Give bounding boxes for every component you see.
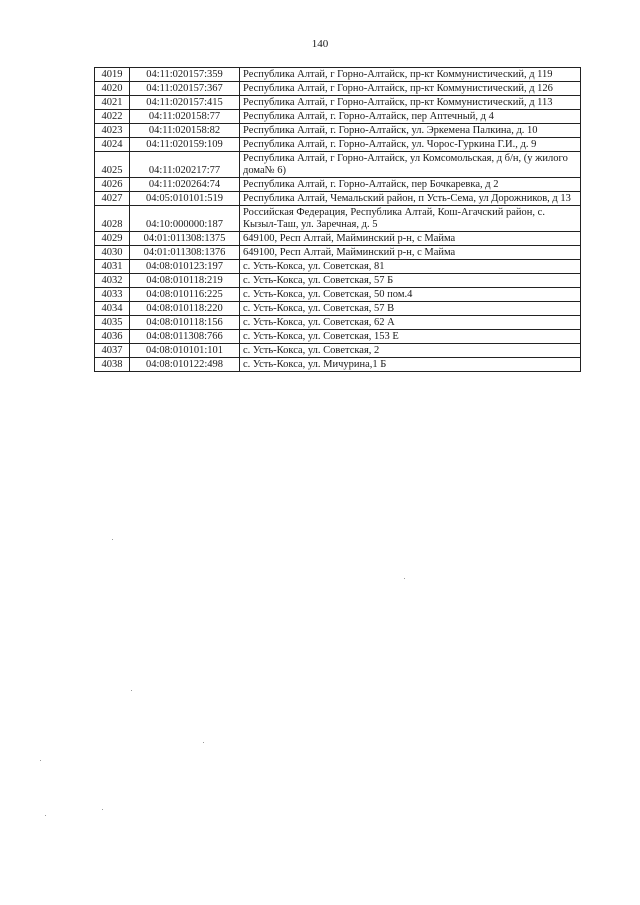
address-cell: Российская Федерация, Республика Алтай, Кош-Агачский район, с. Кызыл-Таш, ул. Заречная, д. 5 bbox=[240, 206, 581, 232]
scan-speck bbox=[404, 578, 405, 579]
scan-speck bbox=[102, 809, 103, 810]
cadastral-number-cell: 04:08:011308:766 bbox=[130, 330, 240, 344]
address-cell: Республика Алтай, г Горно-Алтайск, пр-кт Коммунистический, д 113 bbox=[240, 96, 581, 110]
table-row bbox=[95, 260, 581, 274]
row-number-cell: 4032 bbox=[95, 274, 130, 288]
table-row bbox=[95, 82, 581, 96]
table-row bbox=[95, 124, 581, 138]
row-number-cell: 4026 bbox=[95, 178, 130, 192]
row-number-cell: 4034 bbox=[95, 302, 130, 316]
table-row bbox=[95, 192, 581, 206]
row-number-cell: 4023 bbox=[95, 124, 130, 138]
table-row bbox=[95, 178, 581, 192]
table-row bbox=[95, 232, 581, 246]
table-row bbox=[95, 358, 581, 372]
row-number-cell: 4020 bbox=[95, 82, 130, 96]
table-row bbox=[95, 152, 581, 178]
address-cell: с. Усть-Кокса, ул. Советская, 62 А bbox=[240, 316, 581, 330]
address-cell: с. Усть-Кокса, ул. Советская, 57 Б bbox=[240, 274, 581, 288]
scan-speck bbox=[131, 690, 132, 691]
row-number-cell: 4029 bbox=[95, 232, 130, 246]
row-number-cell: 4027 bbox=[95, 192, 130, 206]
table-row bbox=[95, 96, 581, 110]
cadastral-number-cell: 04:11:020217:77 bbox=[130, 152, 240, 178]
address-cell: Республика Алтай, г Горно-Алтайск, пр-кт Коммунистический, д 119 bbox=[240, 68, 581, 82]
cadastral-number-cell: 04:08:010122:498 bbox=[130, 358, 240, 372]
cadastral-number-cell: 04:08:010118:220 bbox=[130, 302, 240, 316]
table-row bbox=[95, 246, 581, 260]
row-number-cell: 4025 bbox=[95, 152, 130, 178]
table-row bbox=[95, 138, 581, 152]
table-row bbox=[95, 68, 581, 82]
table-row bbox=[95, 316, 581, 330]
cadastral-number-cell: 04:08:010101:101 bbox=[130, 344, 240, 358]
address-cell: Республика Алтай, г Горно-Алтайск, пр-кт Коммунистический, д 126 bbox=[240, 82, 581, 96]
address-cell: Республика Алтай, г. Горно-Алтайск, ул. Чорос-Гуркина Г.И., д. 9 bbox=[240, 138, 581, 152]
row-number-cell: 4037 bbox=[95, 344, 130, 358]
scan-speck bbox=[203, 742, 204, 743]
address-cell: Республика Алтай, г. Горно-Алтайск, пер Бочкаревка, д 2 bbox=[240, 178, 581, 192]
table-row bbox=[95, 330, 581, 344]
address-cell: Республика Алтай, г. Горно-Алтайск, ул. Эркемена Палкина, д. 10 bbox=[240, 124, 581, 138]
table-row bbox=[95, 288, 581, 302]
address-cell: Республика Алтай, г Горно-Алтайск, ул Комсомольская, д б/н, (у жилого дома№ 6) bbox=[240, 152, 581, 178]
cadastral-number-cell: 04:11:020264:74 bbox=[130, 178, 240, 192]
row-number-cell: 4028 bbox=[95, 206, 130, 232]
address-cell: 649100, Респ Алтай, Майминский р-н, с Майма bbox=[240, 232, 581, 246]
address-cell: с. Усть-Кокса, ул. Мичурина,1 Б bbox=[240, 358, 581, 372]
table-row bbox=[95, 110, 581, 124]
cadastral-number-cell: 04:08:010118:156 bbox=[130, 316, 240, 330]
cadastral-number-cell: 04:11:020159:109 bbox=[130, 138, 240, 152]
scan-speck bbox=[40, 760, 41, 761]
cadastral-number-cell: 04:11:020158:77 bbox=[130, 110, 240, 124]
cadastral-number-cell: 04:01:011308:1375 bbox=[130, 232, 240, 246]
cadastral-number-cell: 04:08:010118:219 bbox=[130, 274, 240, 288]
page-number: 140 bbox=[311, 38, 329, 50]
property-register-table bbox=[94, 67, 581, 372]
row-number-cell: 4031 bbox=[95, 260, 130, 274]
row-number-cell: 4030 bbox=[95, 246, 130, 260]
row-number-cell: 4033 bbox=[95, 288, 130, 302]
row-number-cell: 4019 bbox=[95, 68, 130, 82]
address-cell: с. Усть-Кокса, ул. Советская, 57 В bbox=[240, 302, 581, 316]
row-number-cell: 4024 bbox=[95, 138, 130, 152]
cadastral-number-cell: 04:08:010123:197 bbox=[130, 260, 240, 274]
address-cell: с. Усть-Кокса, ул. Советская, 50 пом.4 bbox=[240, 288, 581, 302]
scan-speck bbox=[45, 815, 46, 816]
address-cell: Республика Алтай, Чемальский район, п Усть-Сема, ул Дорожников, д 13 bbox=[240, 192, 581, 206]
row-number-cell: 4036 bbox=[95, 330, 130, 344]
cadastral-number-cell: 04:01:011308:1376 bbox=[130, 246, 240, 260]
cadastral-number-cell: 04:08:010116:225 bbox=[130, 288, 240, 302]
table-row bbox=[95, 206, 581, 232]
table-row bbox=[95, 302, 581, 316]
scan-speck bbox=[112, 539, 113, 540]
cadastral-number-cell: 04:11:020157:415 bbox=[130, 96, 240, 110]
cadastral-number-cell: 04:10:000000:187 bbox=[130, 206, 240, 232]
cadastral-number-cell: 04:11:020157:359 bbox=[130, 68, 240, 82]
cadastral-number-cell: 04:11:020158:82 bbox=[130, 124, 240, 138]
address-cell: с. Усть-Кокса, ул. Советская, 153 Е bbox=[240, 330, 581, 344]
table-row bbox=[95, 344, 581, 358]
cadastral-number-cell: 04:05:010101:519 bbox=[130, 192, 240, 206]
row-number-cell: 4038 bbox=[95, 358, 130, 372]
table-row bbox=[95, 274, 581, 288]
row-number-cell: 4035 bbox=[95, 316, 130, 330]
address-cell: с. Усть-Кокса, ул. Советская, 2 bbox=[240, 344, 581, 358]
row-number-cell: 4022 bbox=[95, 110, 130, 124]
row-number-cell: 4021 bbox=[95, 96, 130, 110]
address-cell: Республика Алтай, г. Горно-Алтайск, пер Аптечный, д 4 bbox=[240, 110, 581, 124]
address-cell: 649100, Респ Алтай, Майминский р-н, с Майма bbox=[240, 246, 581, 260]
address-cell: с. Усть-Кокса, ул. Советская, 81 bbox=[240, 260, 581, 274]
cadastral-number-cell: 04:11:020157:367 bbox=[130, 82, 240, 96]
table-body bbox=[95, 68, 581, 372]
